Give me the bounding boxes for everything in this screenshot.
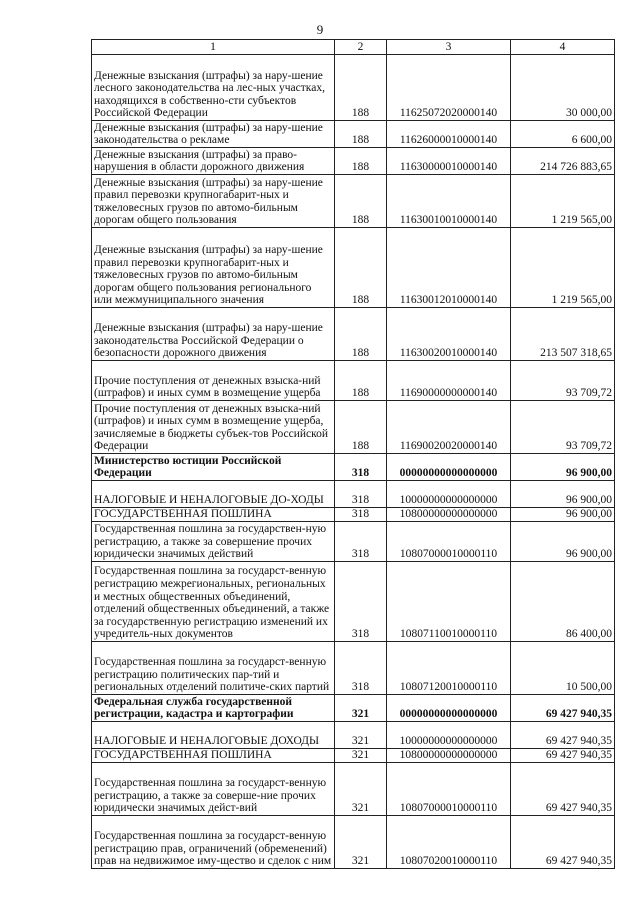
- table-row: [92, 361, 615, 401]
- cell-admin-code: 318: [335, 508, 387, 522]
- table-row: [92, 763, 615, 816]
- cell-admin-code: 321: [335, 816, 387, 869]
- cell-name: Денежные взыскания (штрафы) за право-нарушения в области дорожного движения: [92, 148, 335, 175]
- cell-amount: 69 427 940,35: [511, 763, 615, 816]
- cell-budget-code: 11625072020000140: [387, 55, 511, 121]
- cell-budget-code: 11630012010000140: [387, 228, 511, 308]
- column-header-2: 2: [335, 40, 387, 55]
- cell-name: Прочие поступления от денежных взыска-ний (штрафов) и иных сумм в возмещение ущерба: [92, 361, 335, 401]
- cell-budget-code: 11630020010000140: [387, 308, 511, 361]
- cell-amount: 96 900,00: [511, 508, 615, 522]
- column-header-4: 4: [511, 40, 615, 55]
- cell-amount: 1 219 565,00: [511, 228, 615, 308]
- table-row: [92, 481, 615, 508]
- cell-amount: 69 427 940,35: [511, 749, 615, 763]
- cell-admin-code: 188: [335, 401, 387, 454]
- table-row: [92, 722, 615, 749]
- cell-name: ГОСУДАРСТВЕННАЯ ПОШЛИНА: [92, 508, 335, 522]
- cell-admin-code: 321: [335, 722, 387, 749]
- cell-name: Денежные взыскания (штрафы) за нару-шение правил перевозки крупногабарит-ных и тяжеловесных грузов по автомо-бильным дорогам общего пользования: [92, 175, 335, 228]
- cell-admin-code: 318: [335, 562, 387, 642]
- table-row: [92, 148, 615, 175]
- cell-admin-code: 318: [335, 481, 387, 508]
- cell-amount: 30 000,00: [511, 55, 615, 121]
- cell-admin-code: 321: [335, 695, 387, 722]
- table-row: [92, 562, 615, 642]
- cell-amount: 69 427 940,35: [511, 695, 615, 722]
- cell-admin-code: 188: [335, 121, 387, 148]
- cell-name: Государственная пошлина за государст-венную регистрацию политических пар-тий и региональных отделений политиче-ских партий: [92, 642, 335, 695]
- cell-admin-code: 318: [335, 522, 387, 562]
- cell-admin-code: 318: [335, 454, 387, 481]
- table-row: [92, 454, 615, 481]
- cell-budget-code: 00000000000000000: [387, 695, 511, 722]
- cell-name: НАЛОГОВЫЕ И НЕНАЛОГОВЫЕ ДОХОДЫ: [92, 722, 335, 749]
- cell-name: Денежные взыскания (штрафы) за нару-шение законодательства Российской Федерации о безопасности дорожного движения: [92, 308, 335, 361]
- table-row: [92, 522, 615, 562]
- cell-budget-code: 10807110010000110: [387, 562, 511, 642]
- cell-admin-code: 188: [335, 308, 387, 361]
- cell-amount: 1 219 565,00: [511, 175, 615, 228]
- table-body: [92, 55, 615, 869]
- table-row: [92, 816, 615, 869]
- cell-budget-code: 11690020020000140: [387, 401, 511, 454]
- cell-name: Государственная пошлина за государст-венную регистрацию межрегиональных, региональных и местных общественных объединений, отделений общественных объединений, а также за государственную регистрацию изменений их учредитель-ных документов: [92, 562, 335, 642]
- cell-budget-code: 00000000000000000: [387, 454, 511, 481]
- cell-budget-code: 10807000010000110: [387, 763, 511, 816]
- revenue-table: [91, 39, 615, 869]
- table-row: [92, 121, 615, 148]
- cell-amount: 93 709,72: [511, 361, 615, 401]
- cell-name: Прочие поступления от денежных взыска-ний (штрафов) и иных сумм в возмещение ущерба, зачисляемые в бюджеты субъек-тов Российской Федерации: [92, 401, 335, 454]
- cell-admin-code: 321: [335, 749, 387, 763]
- table-row: [92, 228, 615, 308]
- cell-name: Министерство юстиции Российской Федерации: [92, 454, 335, 481]
- table-row: [92, 695, 615, 722]
- cell-amount: 6 600,00: [511, 121, 615, 148]
- cell-name: Денежные взыскания (штрафы) за нару-шение правил перевозки крупногабарит-ных и тяжеловесных грузов по автомо-бильным дорогам общего пользования регионального или межмуниципального значения: [92, 228, 335, 308]
- cell-budget-code: 10800000000000000: [387, 508, 511, 522]
- cell-amount: 96 900,00: [511, 454, 615, 481]
- table-row: [92, 401, 615, 454]
- cell-admin-code: 188: [335, 228, 387, 308]
- cell-name: Федеральная служба государственной регистрации, кадастра и картографии: [92, 695, 335, 722]
- cell-budget-code: 10800000000000000: [387, 749, 511, 763]
- cell-amount: 214 726 883,65: [511, 148, 615, 175]
- cell-amount: 93 709,72: [511, 401, 615, 454]
- column-header-3: 3: [387, 40, 511, 55]
- cell-budget-code: 11630010010000140: [387, 175, 511, 228]
- cell-admin-code: 188: [335, 361, 387, 401]
- cell-amount: 69 427 940,35: [511, 816, 615, 869]
- cell-name: НАЛОГОВЫЕ И НЕНАЛОГОВЫЕ ДО-ХОДЫ: [92, 481, 335, 508]
- table-row: [92, 308, 615, 361]
- cell-budget-code: 11630000010000140: [387, 148, 511, 175]
- cell-admin-code: 188: [335, 175, 387, 228]
- cell-budget-code: 10807020010000110: [387, 816, 511, 869]
- cell-name: Денежные взыскания (штрафы) за нару-шение лесного законодательства на лес-ных участках, находящихся в собственно-сти субъектов Российской Федерации: [92, 55, 335, 121]
- cell-amount: 96 900,00: [511, 481, 615, 508]
- table-row: [92, 749, 615, 763]
- cell-name: Государственная пошлина за государст-венную регистрацию, а также за соверше-ние прочих юридически значимых дейст-вий: [92, 763, 335, 816]
- table-row: [92, 175, 615, 228]
- table-row: [92, 508, 615, 522]
- cell-name: ГОСУДАРСТВЕННАЯ ПОШЛИНА: [92, 749, 335, 763]
- cell-budget-code: 10807120010000110: [387, 642, 511, 695]
- column-header-1: 1: [92, 40, 335, 55]
- cell-name: Денежные взыскания (штрафы) за нару-шение законодательства о рекламе: [92, 121, 335, 148]
- cell-amount: 10 500,00: [511, 642, 615, 695]
- cell-amount: 213 507 318,65: [511, 308, 615, 361]
- table-row: [92, 642, 615, 695]
- cell-amount: 96 900,00: [511, 522, 615, 562]
- cell-budget-code: 10807000010000110: [387, 522, 511, 562]
- cell-budget-code: 10000000000000000: [387, 722, 511, 749]
- cell-budget-code: 11626000010000140: [387, 121, 511, 148]
- table-row: [92, 55, 615, 121]
- cell-admin-code: 321: [335, 763, 387, 816]
- cell-admin-code: 188: [335, 148, 387, 175]
- page-number: 9: [316, 22, 324, 37]
- cell-amount: 69 427 940,35: [511, 722, 615, 749]
- cell-admin-code: 188: [335, 55, 387, 121]
- cell-name: Государственная пошлина за государствен-ную регистрацию, а также за совершение прочих юридически значимых действий: [92, 522, 335, 562]
- cell-name: Государственная пошлина за государст-венную регистрацию прав, ограничений (обременений) прав на недвижимое иму-щество и сделок с ним: [92, 816, 335, 869]
- cell-budget-code: 10000000000000000: [387, 481, 511, 508]
- cell-budget-code: 11690000000000140: [387, 361, 511, 401]
- cell-admin-code: 318: [335, 642, 387, 695]
- cell-amount: 86 400,00: [511, 562, 615, 642]
- table-header-row: [92, 40, 615, 55]
